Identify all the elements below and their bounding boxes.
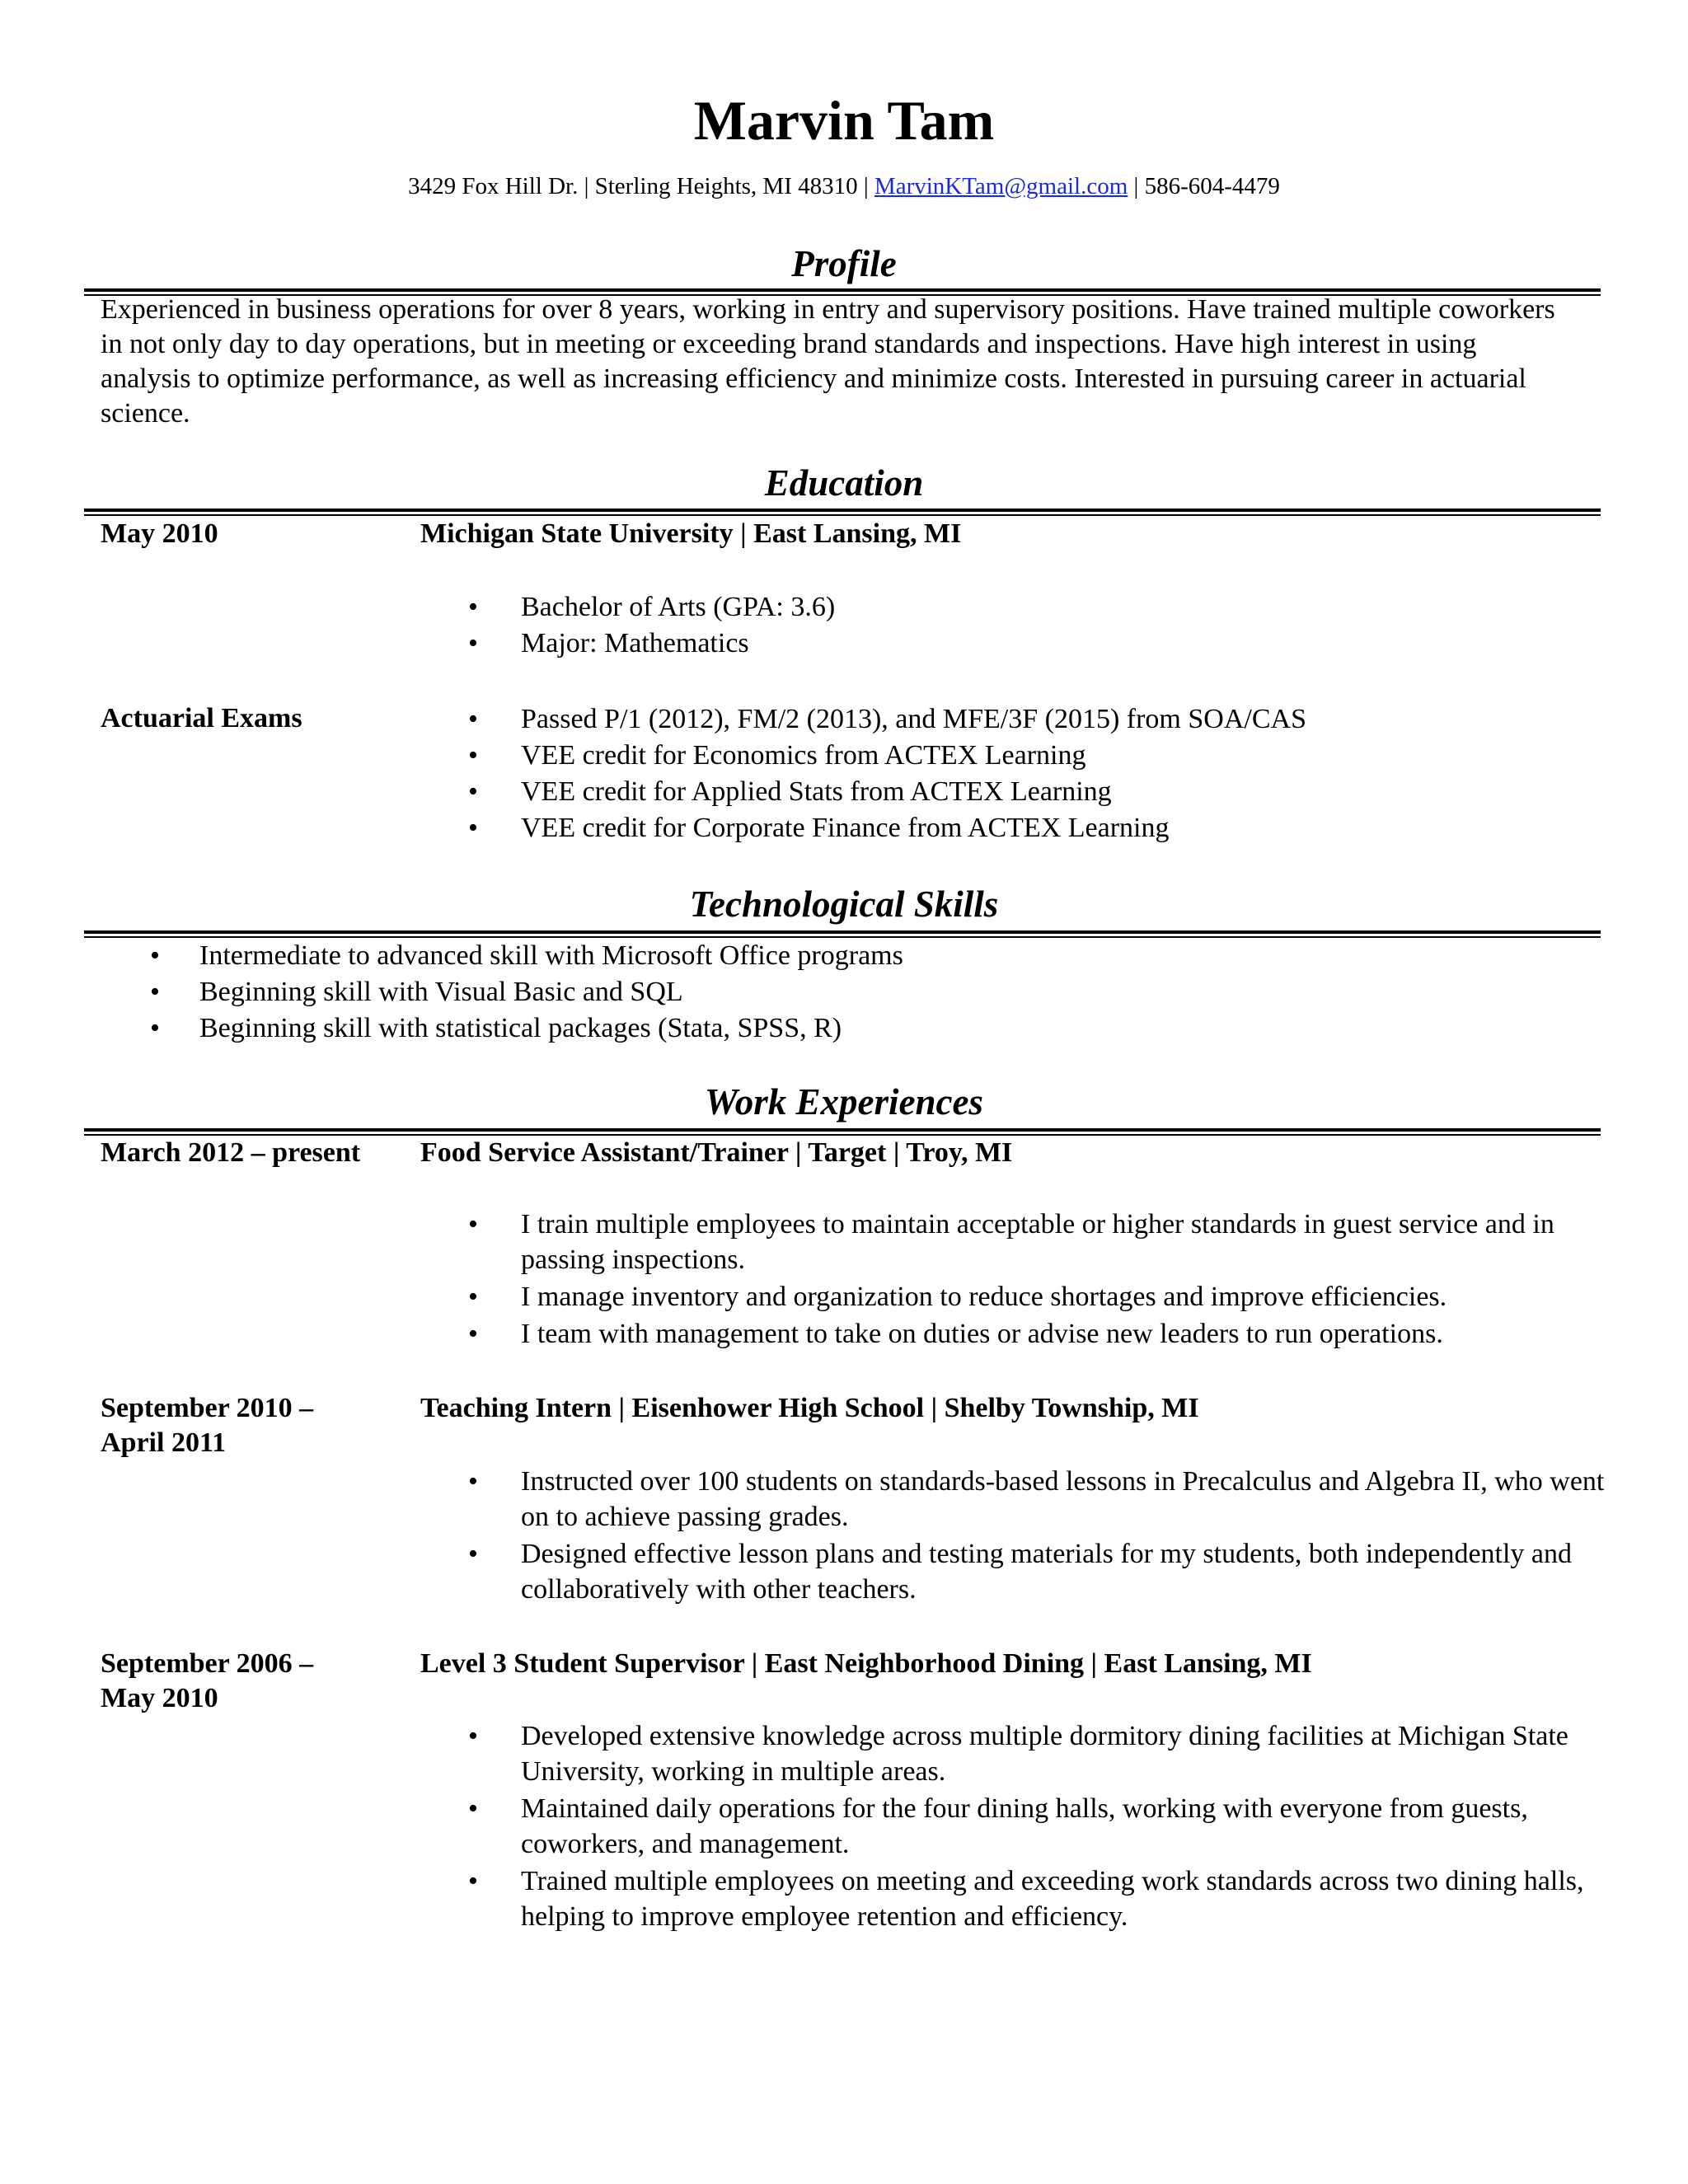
list-item: • Beginning skill with Visual Basic and SQL — [150, 977, 683, 1007]
job-heading: Food Service Assistant/Trainer | Target | Troy, MI — [420, 1137, 1013, 1168]
address: 3429 Fox Hill Dr. | Sterling Heights, MI 48310 | — [408, 173, 869, 199]
exams-label: Actuarial Exams — [101, 703, 302, 733]
job-date: March 2012 – present — [101, 1137, 361, 1168]
contact-line — [0, 175, 1688, 199]
phone: | 586-604-4479 — [1133, 173, 1280, 199]
job-duties — [422, 1718, 1609, 1936]
list-item: • Trained multiple employees on meeting and exceeding work standards across two dining halls, helping to improve employee retention and efficiency. — [468, 1866, 1584, 1932]
list-item: • Designed effective lesson plans and testing materials for my students, both independently and collaboratively with other teachers. — [468, 1539, 1573, 1605]
list-item: • Major: Mathematics — [468, 628, 749, 658]
list-item: • Bachelor of Arts (GPA: 3.6) — [468, 592, 836, 622]
job-heading: Level 3 Student Supervisor | East Neighborhood Dining | East Lansing, MI — [420, 1648, 1312, 1679]
email-link[interactable]: MarvinKTam@gmail.com — [874, 173, 1128, 199]
job-date: September 2006 – May 2010 — [101, 1648, 314, 1713]
list-item: • Intermediate to advanced skill with Microsoft Office programs — [150, 940, 903, 971]
profile-text: Experienced in business operations for over 8 years, working in entry and supervisory positions. Have trained multiple coworkers in not only day to day operations, but in meeting or exceeding brand standards and inspections. Have high interest in using analysis to optimize performance, as well as increasing efficiency and minimize costs. Interested in pursuing career in actuarial science. — [101, 294, 1555, 429]
list-item: • Beginning skill with statistical packages (Stata, SPSS, R) — [150, 1013, 842, 1043]
list-item: • I manage inventory and organization to reduce shortages and improve efficiencies. — [468, 1282, 1447, 1312]
profile-title: Profile — [791, 243, 897, 284]
list-item: • Passed P/1 (2012), FM/2 (2013), and MFE/3F (2015) from SOA/CAS — [468, 704, 1306, 734]
degree-list — [422, 589, 1609, 662]
skills-divider — [84, 930, 1601, 938]
candidate-name: Marvin Tam — [693, 89, 995, 152]
list-item: • I train multiple employees to maintain acceptable or higher standards in guest service and in passing inspections. — [468, 1209, 1554, 1275]
education-school: Michigan State University | East Lansing, MI — [420, 518, 962, 549]
education-title: Education — [764, 462, 924, 504]
education-divider — [84, 509, 1601, 516]
work-divider — [84, 1128, 1601, 1136]
list-item: • Maintained daily operations for the four dining halls, working with everyone from guests, coworkers, and management. — [468, 1793, 1528, 1859]
list-item: • Instructed over 100 students on standards-based lessons in Precalculus and Algebra II, who went on to achieve passing grades. — [468, 1466, 1605, 1532]
skills-list — [101, 938, 1172, 1047]
list-item: • Developed extensive knowledge across multiple dormitory dining facilities at Michigan State University, working in multiple areas. — [468, 1721, 1568, 1787]
job-duties — [422, 1207, 1609, 1353]
job-heading: Teaching Intern | Eisenhower High School | Shelby Township, MI — [420, 1393, 1199, 1423]
education-date: May 2010 — [101, 518, 218, 549]
exams-list — [422, 701, 1609, 846]
list-item: • VEE credit for Economics from ACTEX Learning — [468, 740, 1086, 771]
skills-title: Technological Skills — [689, 883, 999, 925]
list-item: • VEE credit for Corporate Finance from ACTEX Learning — [468, 813, 1170, 843]
list-item: • I team with management to take on duties or advise new leaders to run operations. — [468, 1319, 1443, 1349]
list-item: • VEE credit for Applied Stats from ACTEX Learning — [468, 776, 1112, 807]
job-duties — [422, 1464, 1609, 1609]
job-date: September 2010 – April 2011 — [101, 1393, 314, 1458]
work-title: Work Experiences — [705, 1081, 983, 1122]
